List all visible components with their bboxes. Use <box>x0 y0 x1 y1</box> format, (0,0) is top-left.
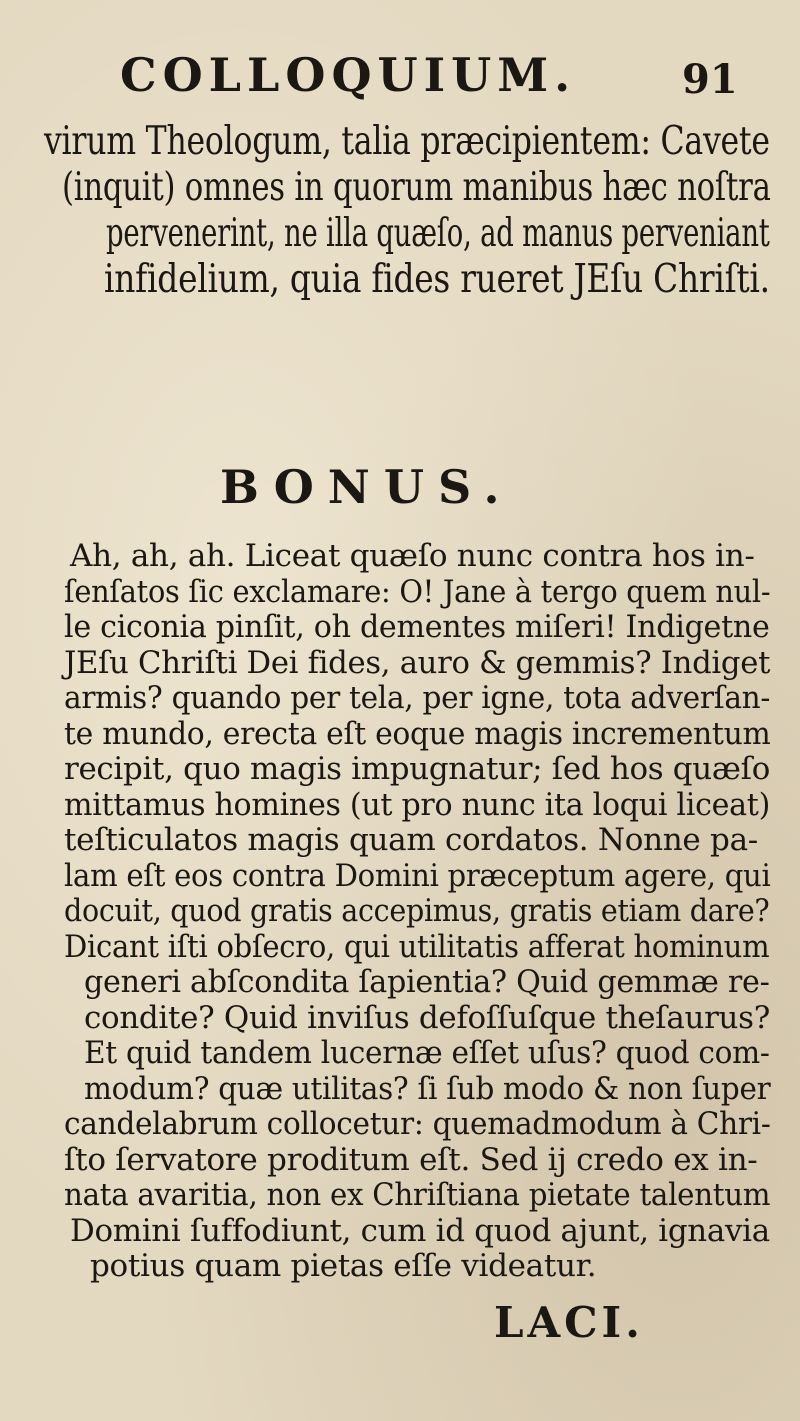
page-header <box>0 48 800 108</box>
text-line: docuit, quod gratis accepimus, gratis etiam dare? <box>64 893 770 929</box>
text-line: candelabrum collocetur: quemadmodum à Chri- <box>64 1106 771 1142</box>
text-line: generi abſcondita ſapientia? Quid gemmæ re- <box>84 964 770 1000</box>
text-line: lam eſt eos contra Domini præceptum agere, qui <box>64 857 771 894</box>
text-line: JEſu Chriſti Dei fides, auro & gemmis? Indiget <box>64 644 771 681</box>
text-line: Dicant iſti obſecro, qui utilitatis afferat hominum <box>64 928 770 965</box>
text-line: pervenerint, ne illa quæſo, ad manus perveniant <box>106 211 770 256</box>
text-line: ſenſatos ſic exclamare: O! Jane à tergo quem nul- <box>64 573 771 610</box>
text-line: infidelium, quia fides rueret JEſu Chriſti. <box>104 257 770 302</box>
text-line: te mundo, erecta eſt eoque magis incrementum <box>64 715 771 752</box>
text-line: Domini ſuffodiunt, cum id quod ajunt, ignavia <box>70 1212 770 1249</box>
text-line: potius quam pietas eſſe videatur. <box>90 1248 597 1284</box>
text-line: recipit, quo magis impugnatur; ſed hos quæſo <box>64 751 771 787</box>
section-heading: BONUS. <box>220 460 514 514</box>
catchword: LACI. <box>494 1298 644 1347</box>
text-line: ſto ſervatore proditum eſt. Sed ij credo ex in- <box>64 1141 758 1178</box>
text-line: mittamus homines (ut pro nunc ita loqui liceat) <box>64 786 771 823</box>
text-line: Ah, ah, ah. Liceat quæſo nunc contra hos in- <box>70 538 755 574</box>
text-line: Et quid tandem lucernæ eſſet uſus? quod com- <box>84 1035 770 1071</box>
text-line: virum Theologum, talia præcipientem: Cavete <box>44 119 770 164</box>
text-line: le ciconia pinſit, oh dementes miſeri! Indigetne <box>64 609 770 645</box>
page-number: 91 <box>682 56 738 103</box>
text-line: teſticulatos magis quam cordatos. Nonne pa- <box>64 822 758 858</box>
text-line: modum? quæ utilitas? ſi ſub modo & non ſuper <box>84 1070 771 1107</box>
running-title: COLLOQUIUM. <box>120 48 577 102</box>
text-line: armis? quando per tela, per igne, tota adverſan- <box>64 680 771 716</box>
text-line: (inquit) omnes in quorum manibus hæc noſtra <box>62 165 771 210</box>
text-line: condite? Quid inviſus defoſſuſque theſaurus? <box>84 999 770 1036</box>
text-line: nata avaritia, non ex Chriſtiana pietate talentum <box>64 1177 771 1213</box>
